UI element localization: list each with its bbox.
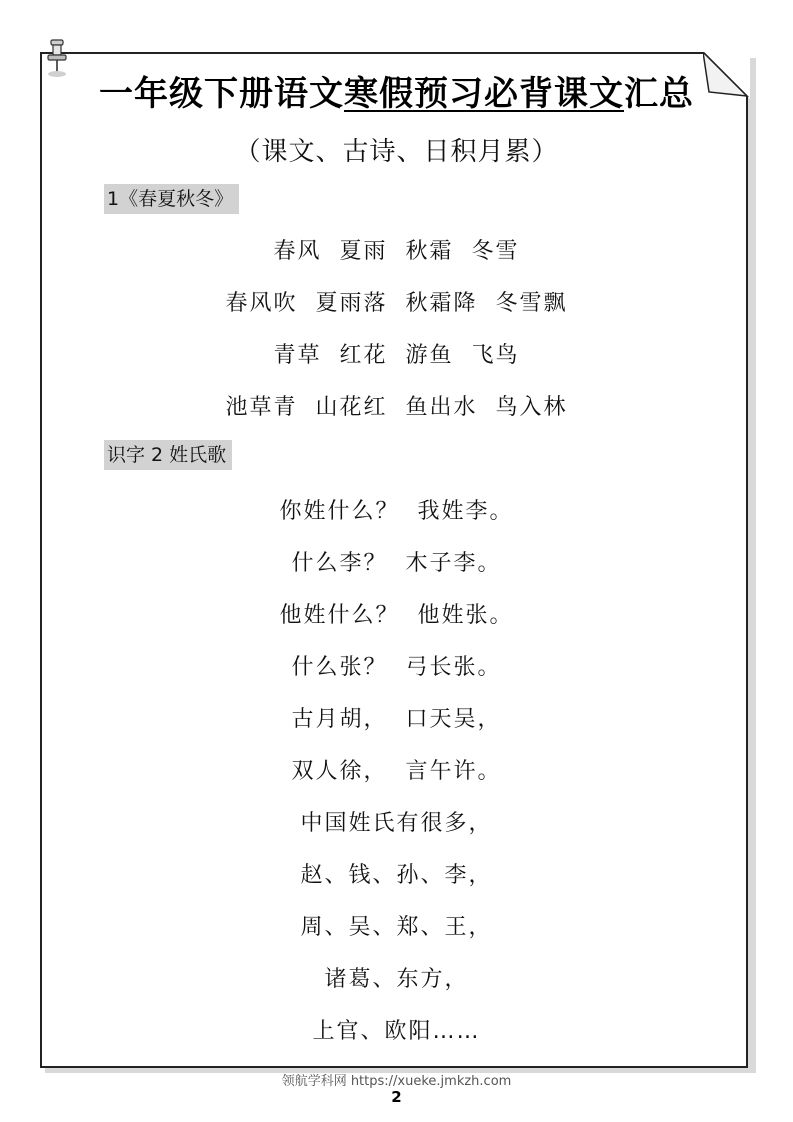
- poem-line: 什么李？ 木子李。: [291, 551, 502, 576]
- poem-line: 赵、钱、孙、李，: [300, 863, 493, 888]
- poem-line: 双人徐， 言午许。: [291, 759, 502, 784]
- title-prefix: 一年级下册语文: [99, 74, 344, 114]
- poem-line: 上官、欧阳……: [312, 1019, 481, 1044]
- footer-watermark: 领航学科网 https://xueke.jmkzh.com: [281, 1074, 512, 1089]
- poem-line: 春风 夏雨 秋霜 冬雪: [273, 239, 520, 264]
- poem-line: 池草青 山花红 鱼出水 鸟入林: [225, 395, 568, 420]
- page-subtitle: （课文、古诗、日积月累）: [234, 137, 559, 167]
- poem-line: 你姓什么？ 我姓李。: [279, 499, 514, 524]
- poem-line: 他姓什么？ 他姓张。: [279, 603, 514, 628]
- section-label-spring-summer: 1《春夏秋冬》: [104, 184, 239, 214]
- poem-line: 青草 红花 游鱼 飞鸟: [273, 343, 520, 368]
- poem-line: 古月胡， 口天吴，: [291, 707, 502, 732]
- section-label-surname-song: 识字 2 姓氏歌: [104, 440, 232, 470]
- poem-line: 春风吹 夏雨落 秋霜降 冬雪飘: [225, 291, 568, 316]
- poem-line: 中国姓氏有很多，: [300, 811, 493, 836]
- page-number: 2: [391, 1088, 402, 1106]
- title-underlined: 寒假预习必背课文: [344, 74, 624, 114]
- title-suffix: 汇总: [624, 74, 694, 114]
- poem-line: 周、吴、郑、王，: [300, 915, 493, 940]
- poem-line: 什么张？ 弓长张。: [291, 655, 502, 680]
- page-title: [0, 66, 793, 115]
- poem-line: 诸葛、东方，: [324, 967, 469, 992]
